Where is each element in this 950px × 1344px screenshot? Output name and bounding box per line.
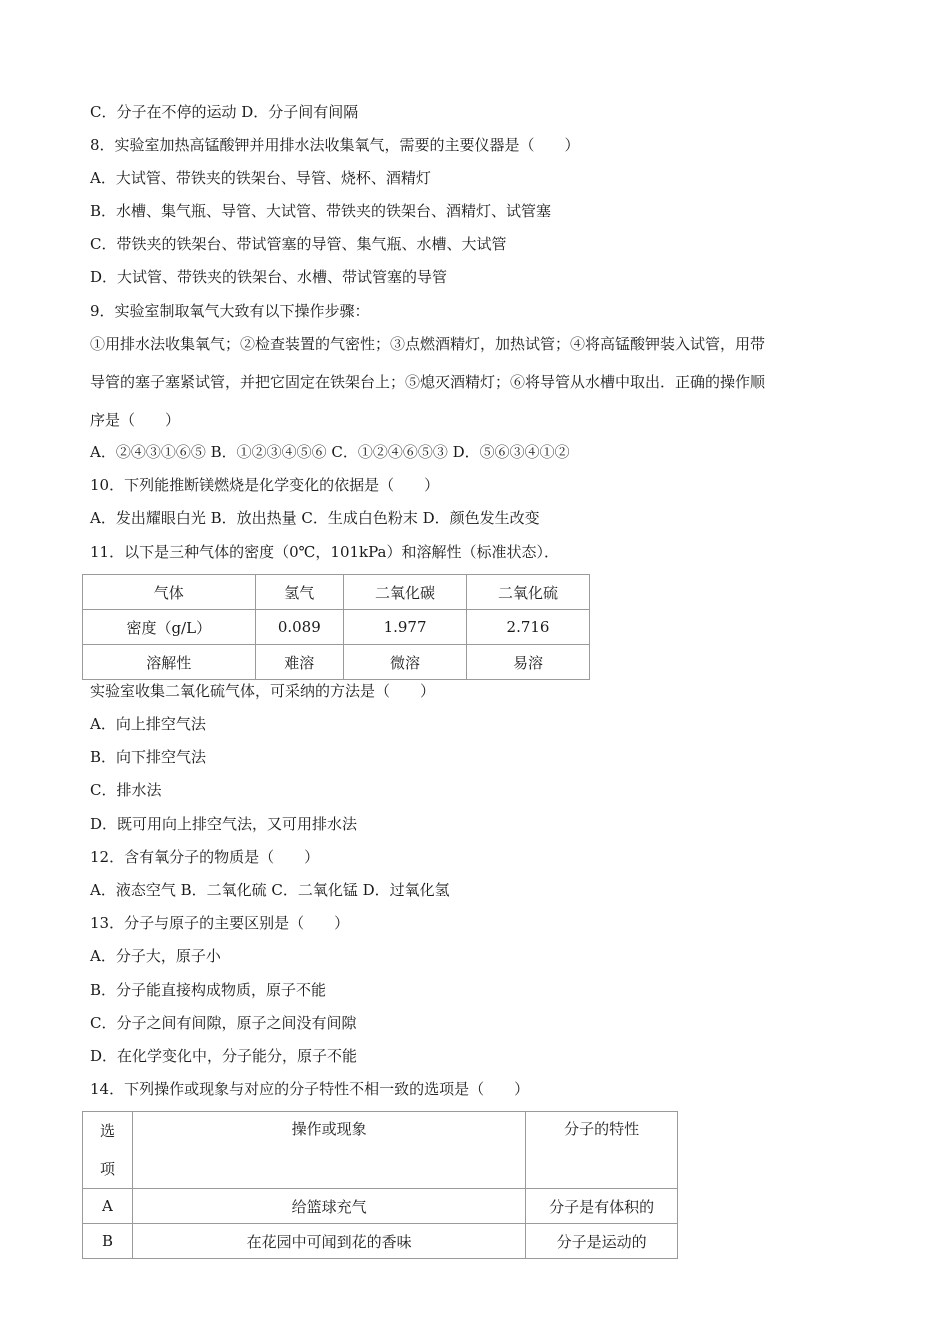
table-cell: 二氧化硫 [467,575,590,610]
question-11: 11．以下是三种气体的密度（0℃，101kPa）和溶解性（标准状态）． [90,543,559,561]
option-line: B．分子能直接构成物质，原子不能 [90,981,327,999]
option-line: B．向下排空气法 [90,748,207,766]
question-11-prompt: 实验室收集二氧化硫气体，可采纳的方法是（ ） [90,682,436,700]
option-line: A．分子大，原子小 [90,947,221,965]
option-line: D．既可用向上排空气法，又可用排水法 [90,815,358,833]
header-property: 分子的特性 [564,1120,640,1138]
table-cell: 给篮球充气 [132,1189,525,1224]
option-line: A．向上排空气法 [90,715,206,733]
steps-line: ①用排水法收集氧气；②检查装置的气密性；③点燃酒精灯，加热试管；④将高锰酸钾装入试管，用带 [90,335,766,353]
question-10: 10．下列能推断镁燃烧是化学变化的依据是（ ） [90,476,440,494]
table-cell: 在花园中可闻到花的香味 [132,1224,525,1259]
table-cell: 分子是运动的 [526,1224,678,1259]
table-cell [83,1112,133,1189]
table-row [83,1189,678,1224]
table-cell: 2.716 [467,610,590,645]
table-cell [526,1112,678,1189]
table-cell: 分子是有体积的 [526,1189,678,1224]
question-13: 13．分子与原子的主要区别是（ ） [90,914,350,932]
option-line: C．排水法 [90,781,162,799]
table-row [83,1224,678,1259]
steps-line: 序是（ ） [90,411,181,429]
option-line: A．②④③①⑥⑤ B．①②③④⑤⑥ C．①②④⑥⑤③ D．⑤⑥③④①② [90,443,570,461]
question-9: 9．实验室制取氧气大致有以下操作步骤： [90,302,370,320]
table-row [83,645,590,680]
table-cell: 易溶 [467,645,590,680]
gas-property-table [82,574,590,680]
table-cell: 气体 [83,575,256,610]
table-row [83,610,590,645]
question-8: 8．实验室加热高锰酸钾并用排水法收集氧气，需要的主要仪器是（ ） [90,136,580,154]
question-14: 14．下列操作或现象与对应的分子特性不相一致的选项是（ ） [90,1080,530,1098]
table-cell: 难溶 [255,645,344,680]
table-header-row [83,1112,678,1189]
option-line: C．带铁夹的铁架台、带试管塞的导管、集气瓶、水槽、大试管 [90,235,507,253]
option-line: A．发出耀眼白光 B．放出热量 C．生成白色粉末 D．颜色发生改变 [90,509,540,527]
option-line: A．液态空气 B．二氧化硫 C．二氧化锰 D．过氧化氢 [90,881,450,899]
table-cell: 溶解性 [83,645,256,680]
table-cell: A [83,1189,133,1224]
table-cell: 氢气 [255,575,344,610]
option-line: C．分子之间有间隙，原子之间没有间隙 [90,1014,357,1032]
option-line: B．水槽、集气瓶、导管、大试管、带铁夹的铁架台、酒精灯、试管塞 [90,202,552,220]
question-9-steps [90,325,860,439]
header-option-bottom: 项 [99,1160,115,1178]
header-option-top: 选 [99,1122,115,1140]
table-cell: B [83,1224,133,1259]
option-line: D．在化学变化中，分子能分，原子不能 [90,1047,358,1065]
table-cell: 0.089 [255,610,344,645]
header-operation: 操作或现象 [291,1120,367,1138]
option-line: D．大试管、带铁夹的铁架台、水槽、带试管塞的导管 [90,268,448,286]
table-cell: 二氧化碳 [344,575,467,610]
question-12: 12．含有氧分子的物质是（ ） [90,848,320,866]
table-cell: 微溶 [344,645,467,680]
table-cell [132,1112,525,1189]
table-cell: 密度（g/L） [83,610,256,645]
steps-line: 导管的塞子塞紧试管，并把它固定在铁架台上；⑤熄灭酒精灯；⑥将导管从水槽中取出．正确的操作顺 [90,373,766,391]
table-cell: 1.977 [344,610,467,645]
molecule-property-table [82,1111,678,1259]
table-header-row [83,575,590,610]
option-line: A．大试管、带铁夹的铁架台、导管、烧杯、酒精灯 [90,169,431,187]
option-line: C．分子在不停的运动 D．分子间有间隔 [90,103,359,121]
